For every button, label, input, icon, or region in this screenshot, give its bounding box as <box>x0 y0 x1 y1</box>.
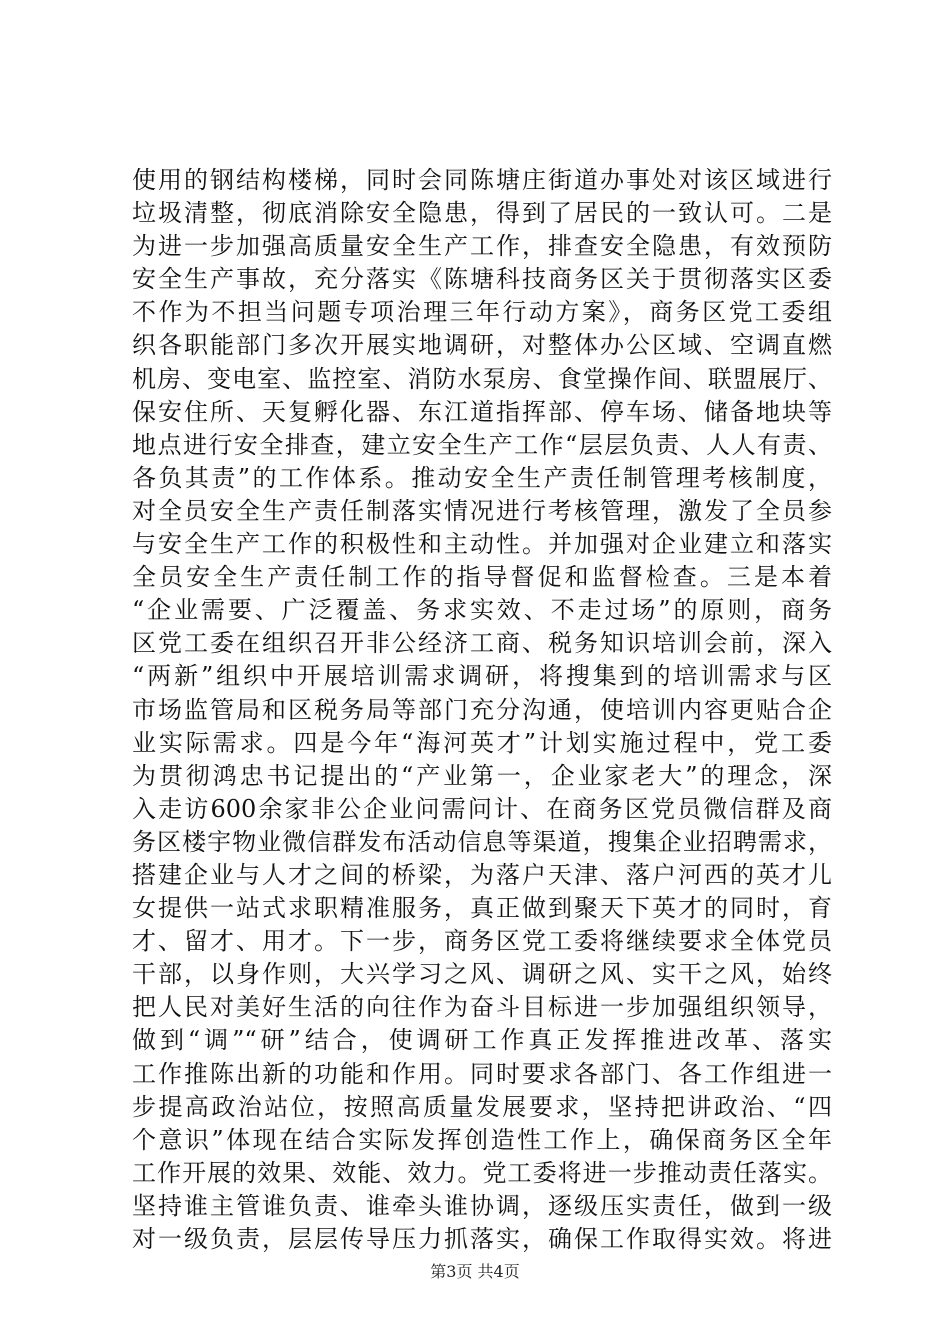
text-line: 入走访600余家非公企业问需问计、在商务区党员微信群及商 <box>132 794 832 823</box>
text-line: 步提高政治站位，按照高质量发展要求，坚持把讲政治、“四 <box>132 1092 832 1121</box>
text-line: 垃圾清整，彻底消除安全隐患，得到了居民的一致认可。二是 <box>132 199 832 228</box>
text-line: “企业需要、广泛覆盖、务求实效、不走过场”的原则，商务 <box>132 596 832 625</box>
text-line: 安全生产事故，充分落实《陈塘科技商务区关于贯彻落实区委 <box>132 265 832 294</box>
text-line: 不作为不担当问题专项治理三年行动方案》，商务区党工委组 <box>132 298 832 327</box>
text-line: 坚持谁主管谁负责、谁牵头谁协调，逐级压实责任，做到一级 <box>132 1191 832 1220</box>
text-line: 织各职能部门多次开展实地调研，对整体办公区域、空调直燃 <box>132 331 832 360</box>
text-line: 对全员安全生产责任制落实情况进行考核管理，激发了全员参 <box>132 496 832 525</box>
text-line: 为进一步加强高质量安全生产工作，排查安全隐患，有效预防 <box>132 232 832 261</box>
text-line: 把人民对美好生活的向往作为奋斗目标进一步加强组织领导， <box>132 993 832 1022</box>
text-line: “两新”组织中开展培训需求调研，将搜集到的培训需求与区 <box>132 662 832 691</box>
text-line: 女提供一站式求职精准服务，真正做到聚天下英才的同时，育 <box>132 894 832 923</box>
text-line: 个意识”体现在结合实际发挥创造性工作上，确保商务区全年 <box>132 1125 832 1154</box>
text-line: 搭建企业与人才之间的桥梁，为落户天津、落户河西的英才儿 <box>132 860 832 889</box>
text-line: 区党工委在组织召开非公经济工商、税务知识培训会前，深入 <box>132 629 832 658</box>
text-line: 工作推陈出新的功能和作用。同时要求各部门、各工作组进一 <box>132 1059 832 1088</box>
page-number-footer: 第3页 共4页 <box>430 1262 520 1281</box>
text-line: 与安全生产工作的积极性和主动性。并加强对企业建立和落实 <box>132 530 832 559</box>
text-line: 保安住所、天复孵化器、东江道指挥部、停车场、储备地块等 <box>132 397 832 426</box>
text-line: 为贯彻鸿忠书记提出的“产业第一，企业家老大”的理念，深 <box>132 761 832 790</box>
text-line: 市场监管局和区税务局等部门充分沟通，使培训内容更贴合企 <box>132 695 832 724</box>
text-line: 才、留才、用才。下一步，商务区党工委将继续要求全体党员 <box>132 927 832 956</box>
text-line: 业实际需求。四是今年“海河英才”计划实施过程中，党工委 <box>132 728 832 757</box>
text-line: 对一级负责，层层传导压力抓落实，确保工作取得实效。将进 <box>132 1225 832 1253</box>
text-line: 各负其责”的工作体系。推动安全生产责任制管理考核制度， <box>132 463 832 492</box>
text-line: 使用的钢结构楼梯，同时会同陈塘庄街道办事处对该区域进行 <box>132 166 832 194</box>
text-line: 机房、变电室、监控室、消防水泵房、食堂操作间、联盟展厅、 <box>132 364 832 393</box>
text-line: 做到“调”“研”结合，使调研工作真正发挥推进改革、落实 <box>132 1026 832 1055</box>
text-line: 工作开展的效果、效能、效力。党工委将进一步推动责任落实。 <box>132 1158 832 1187</box>
document-body <box>132 164 832 1256</box>
text-line: 地点进行安全排查，建立安全生产工作“层层负责、人人有责、 <box>132 430 832 459</box>
text-line: 干部，以身作则，大兴学习之风、调研之风、实干之风，始终 <box>132 960 832 989</box>
text-line: 全员安全生产责任制工作的指导督促和监督检查。三是本着 <box>132 563 832 592</box>
text-line: 务区楼宇物业微信群发布活动信息等渠道，搜集企业招聘需求， <box>132 827 832 856</box>
